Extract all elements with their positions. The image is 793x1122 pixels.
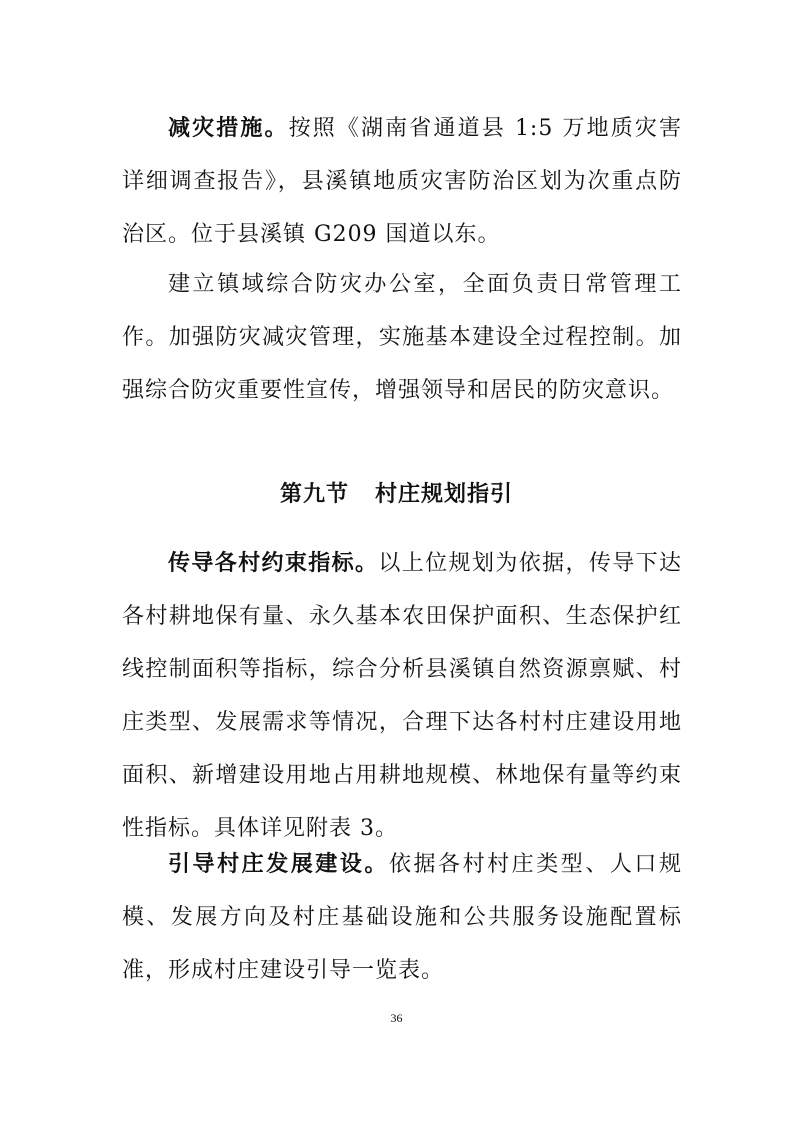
section-heading (0, 473, 793, 517)
paragraph-body: 建立镇域综合防灾办公室，全面负责日常管理工作。加强防灾减灾管理，实施基本建设全过程控制。加强综合防灾重要性宣传，增强领导和居民的防灾意识。 (122, 272, 682, 403)
section-title: 村庄规划指引 (375, 482, 514, 507)
paragraph-village-guidance (122, 838, 682, 997)
paragraph-lead: 引导村庄发展建设。 (168, 852, 389, 877)
paragraph-body: 按照《湖南省通道县 1:5 万地质灾害详细调查报告》，县溪镇地质灾害防治区划为次重点防治区。位于县溪镇 G209 国道以东。 (122, 116, 682, 247)
paragraph-lead: 传导各村约束指标。 (168, 551, 379, 576)
page-number: 36 (390, 1011, 403, 1025)
section-number: 第九节 (279, 482, 349, 507)
paragraph-body: 依据各村村庄类型、人口规模、发展方向及村庄基础设施和公共服务设施配置标准，形成村庄建设引导一览表。 (122, 852, 682, 983)
paragraph-disaster-office (122, 258, 682, 417)
paragraph-body: 以上位规划为依据，传导下达各村耕地保有量、永久基本农田保护面积、生态保护红线控制面积等指标，综合分析县溪镇自然资源禀赋、村庄类型、发展需求等情况，合理下达各村村庄建设用地面积、新增建设用地占用耕地规模、林地保有量等约束性指标。具体详见附表 3。 (122, 551, 682, 841)
paragraph-disaster-mitigation (122, 102, 682, 261)
paragraph-village-indicators (122, 537, 682, 855)
paragraph-lead: 减灾措施。 (168, 116, 289, 141)
